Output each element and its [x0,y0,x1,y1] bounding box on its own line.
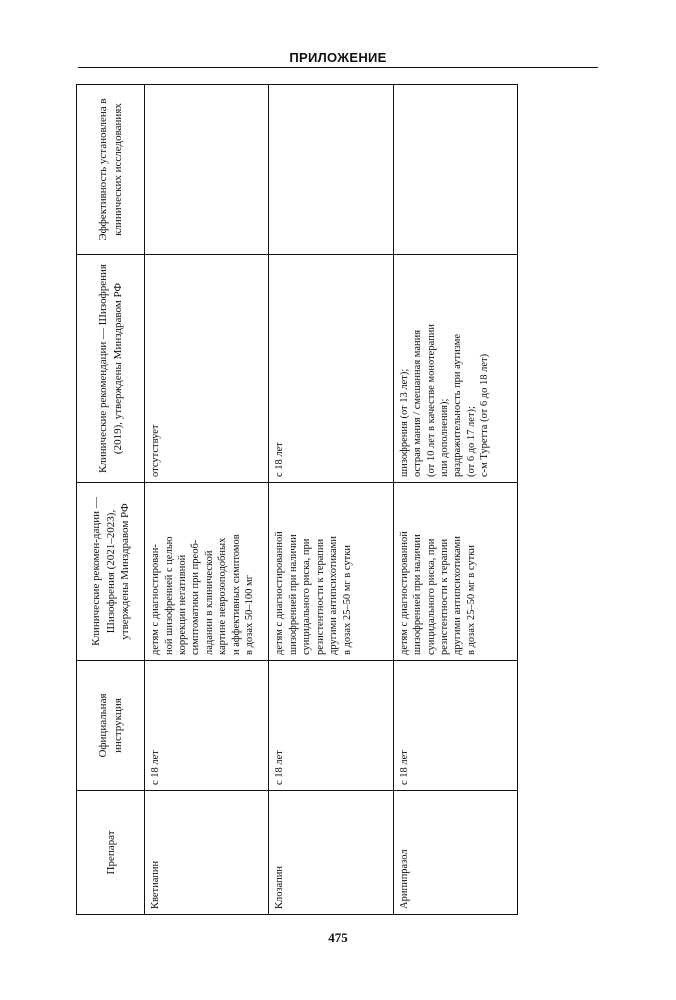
cell-line: (от 6 до 17 лет); [465,406,477,477]
cell-line: и аффективных симптомов [230,534,242,655]
cell-line: суицидального риска, при [425,538,437,655]
cell-line: картине неврозоподобных [217,537,229,655]
cell-line: другими антипсихотиками [452,536,464,655]
cell-line: ной шизофренией с целью [163,536,175,655]
table-rotator [76,85,518,915]
header-effectiveness: Эффективность установлена в клинических исследованиях [77,85,145,255]
cell-line: с-м Туретта (от 6 до 18 лет) [479,353,491,477]
cell-line: детям с диагностирован- [150,544,162,655]
cell-line: резистентности к терапии [439,538,451,655]
table-row [269,85,393,915]
table-row [145,85,269,915]
cell-cr-2021 [393,483,517,661]
header-clinical-recs-2019: Клинические рекомендации — Шизофрения (2019), утверждены Минздравом РФ [77,255,145,483]
cell-effectiveness [393,85,517,255]
cell-cr-2021 [269,483,393,661]
cell-line: ладании в клинической [203,550,215,655]
cell-line: в дозах 25–50 мг в сутки [465,545,477,655]
cell-line: или дополнения); [439,398,451,477]
cell-line: симптоматики при преоб- [190,539,202,655]
cell-drug: Арипипразол [393,791,517,915]
cell-line: раздражительность при аутизме [452,333,464,477]
table-row [393,85,517,915]
cell-line: отсутствует [150,424,162,477]
header-clinical-recs-2021: Клинические рекомен-дации — Шизофрения (2021–2023), утверждены Минздравом РФ [77,483,145,661]
running-head: ПРИЛОЖЕНИЕ [289,50,387,65]
cell-official: с 18 лет [269,661,393,791]
rotated-table-area [76,85,518,915]
cell-line: в дозах 50–100 мг [244,575,256,655]
cell-cr-2019 [145,255,269,483]
cell-line: другими антипсихотиками [328,536,340,655]
page-number: 475 [328,930,348,945]
header-official-instruction: Официальная инструкция [77,661,145,791]
cell-line: (от 10 лет в качестве монотерапии [425,324,437,477]
cell-line: шизофренией при наличии [287,534,299,655]
cell-line: детям с диагностированной [274,531,286,655]
cell-line: резистентности к терапии [314,538,326,655]
cell-line: коррекции негативной [177,554,189,655]
cell-line: детям с диагностированной [398,531,410,655]
cell-line: с 18 лет [274,442,286,477]
cell-line: суицидального риска, при [301,538,313,655]
drug-comparison-table [76,84,518,915]
cell-effectiveness [145,85,269,255]
cell-drug: Кветиапин [145,791,269,915]
cell-cr-2019 [393,255,517,483]
cell-official: с 18 лет [145,661,269,791]
header-rule [78,67,598,68]
cell-line: острая мания / смешанная мания [412,329,424,477]
cell-cr-2021 [145,483,269,661]
table-header-row [77,85,145,915]
cell-official: с 18 лет [393,661,517,791]
cell-line: в дозах 25–50 мг в сутки [341,545,353,655]
cell-drug: Клозапин [269,791,393,915]
cell-line: шизофренией при наличии [412,534,424,655]
header-drug: Препарат [77,791,145,915]
cell-line: шизофрения (от 13 лет); [398,368,410,477]
cell-cr-2019 [269,255,393,483]
cell-effectiveness [269,85,393,255]
